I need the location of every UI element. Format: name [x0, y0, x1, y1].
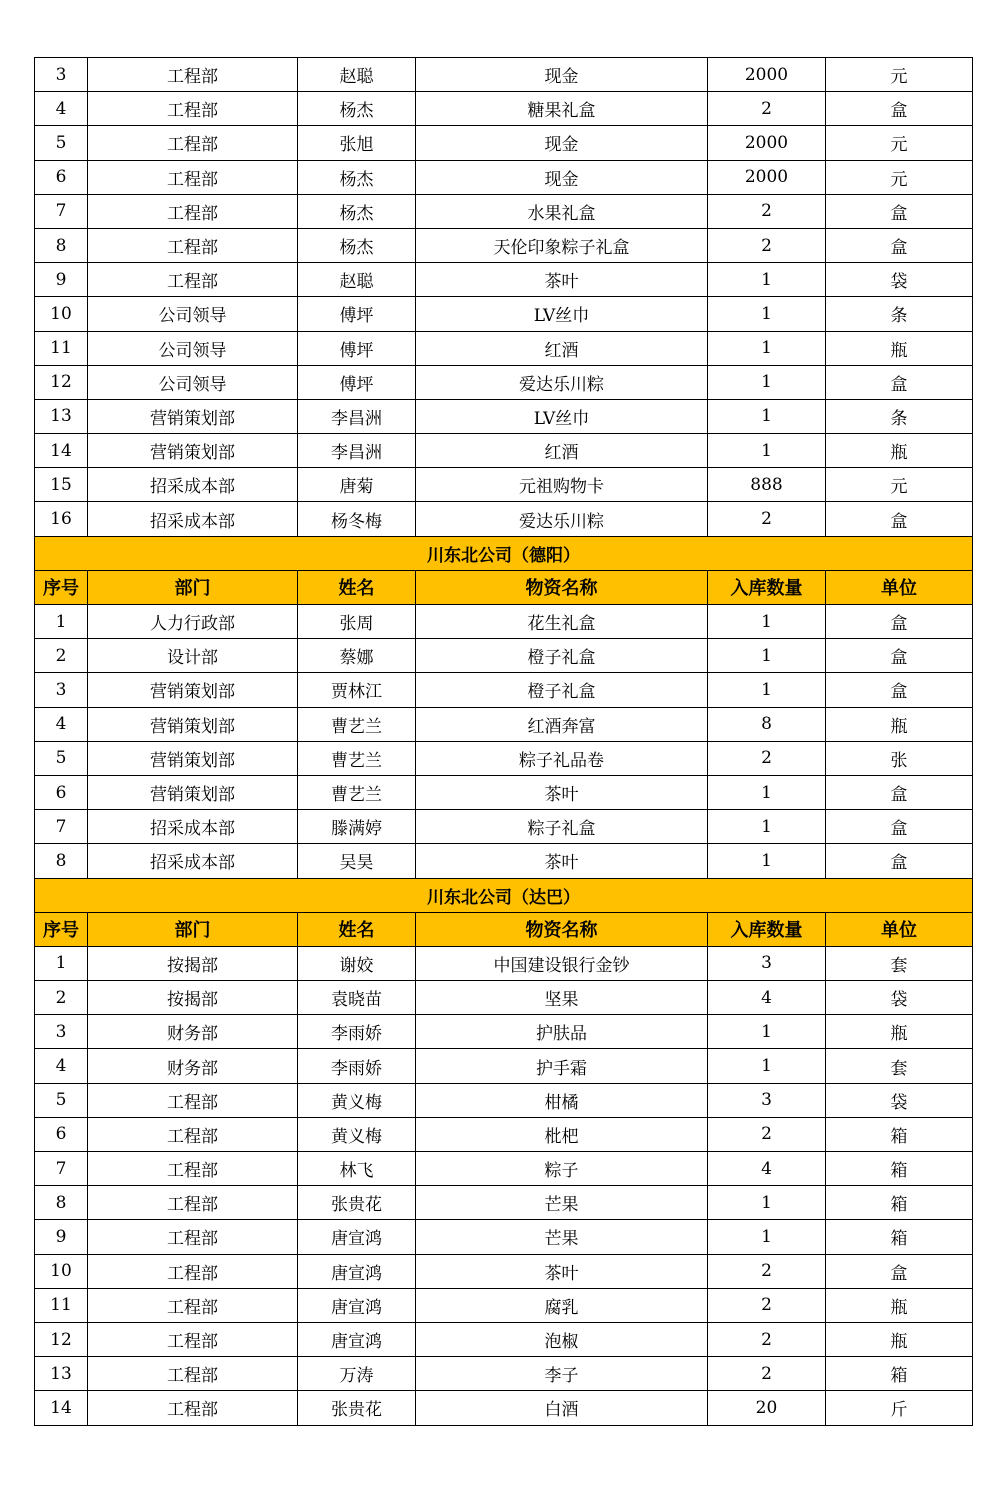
- unit-cell: 箱: [826, 1186, 973, 1220]
- unit-cell: 斤: [826, 1391, 973, 1425]
- table-row: [35, 194, 973, 228]
- serial-cell: 13: [35, 1357, 88, 1391]
- item-name-cell: 粽子礼盒: [416, 810, 708, 844]
- unit-cell: 瓶: [826, 1322, 973, 1356]
- department-cell: 工程部: [88, 263, 298, 297]
- serial-cell: 6: [35, 1117, 88, 1151]
- table-row: [35, 468, 973, 502]
- table-row: [35, 1117, 973, 1151]
- table-row: [35, 92, 973, 126]
- quantity-cell: 2: [708, 92, 826, 126]
- table-row: [35, 1391, 973, 1425]
- unit-cell: 盒: [826, 194, 973, 228]
- name-cell: 曹艺兰: [298, 775, 416, 809]
- unit-cell: 张: [826, 741, 973, 775]
- name-cell: 万涛: [298, 1357, 416, 1391]
- name-cell: 贾林江: [298, 673, 416, 707]
- department-cell: 工程部: [88, 160, 298, 194]
- table-row: [35, 1322, 973, 1356]
- serial-cell: 3: [35, 673, 88, 707]
- item-name-cell: 芒果: [416, 1186, 708, 1220]
- column-header: 入库数量: [708, 912, 826, 946]
- item-name-cell: 茶叶: [416, 1254, 708, 1288]
- item-name-cell: 元祖购物卡: [416, 468, 708, 502]
- quantity-cell: 1: [708, 1186, 826, 1220]
- item-name-cell: 爱达乐川粽: [416, 502, 708, 536]
- table-row: [35, 673, 973, 707]
- table-row: [35, 331, 973, 365]
- table-row: [35, 228, 973, 262]
- name-cell: 谢姣: [298, 946, 416, 980]
- unit-cell: 袋: [826, 981, 973, 1015]
- unit-cell: 套: [826, 946, 973, 980]
- table-row: [35, 981, 973, 1015]
- unit-cell: 盒: [826, 673, 973, 707]
- quantity-cell: 1: [708, 673, 826, 707]
- serial-cell: 14: [35, 434, 88, 468]
- name-cell: 杨杰: [298, 160, 416, 194]
- quantity-cell: 8: [708, 707, 826, 741]
- department-cell: 财务部: [88, 1049, 298, 1083]
- quantity-cell: 1: [708, 639, 826, 673]
- name-cell: 李雨娇: [298, 1049, 416, 1083]
- quantity-cell: 2: [708, 502, 826, 536]
- name-cell: 李雨娇: [298, 1015, 416, 1049]
- serial-cell: 11: [35, 1288, 88, 1322]
- name-cell: 黄义梅: [298, 1083, 416, 1117]
- quantity-cell: 4: [708, 1152, 826, 1186]
- quantity-cell: 2: [708, 1322, 826, 1356]
- name-cell: 黄义梅: [298, 1117, 416, 1151]
- department-cell: 营销策划部: [88, 673, 298, 707]
- table-row: [35, 365, 973, 399]
- column-header: 部门: [88, 912, 298, 946]
- quantity-cell: 1: [708, 844, 826, 878]
- quantity-cell: 1: [708, 605, 826, 639]
- unit-cell: 瓶: [826, 331, 973, 365]
- name-cell: 曹艺兰: [298, 707, 416, 741]
- serial-cell: 11: [35, 331, 88, 365]
- serial-cell: 3: [35, 58, 88, 92]
- unit-cell: 盒: [826, 92, 973, 126]
- department-cell: 招采成本部: [88, 810, 298, 844]
- table-row: [35, 126, 973, 160]
- unit-cell: 箱: [826, 1152, 973, 1186]
- department-cell: 公司领导: [88, 297, 298, 331]
- serial-cell: 14: [35, 1391, 88, 1425]
- name-cell: 蔡娜: [298, 639, 416, 673]
- name-cell: 李昌洲: [298, 434, 416, 468]
- department-cell: 营销策划部: [88, 775, 298, 809]
- department-cell: 工程部: [88, 92, 298, 126]
- item-name-cell: 坚果: [416, 981, 708, 1015]
- department-cell: 公司领导: [88, 365, 298, 399]
- column-header: 序号: [35, 912, 88, 946]
- department-cell: 财务部: [88, 1015, 298, 1049]
- item-name-cell: 糖果礼盒: [416, 92, 708, 126]
- name-cell: 唐宣鸿: [298, 1220, 416, 1254]
- name-cell: 滕满婷: [298, 810, 416, 844]
- unit-cell: 瓶: [826, 1288, 973, 1322]
- table-row: [35, 1220, 973, 1254]
- unit-cell: 盒: [826, 775, 973, 809]
- table-row: [35, 639, 973, 673]
- table-row: [35, 1083, 973, 1117]
- quantity-cell: 1: [708, 810, 826, 844]
- serial-cell: 5: [35, 126, 88, 160]
- department-cell: 工程部: [88, 1391, 298, 1425]
- quantity-cell: 1: [708, 1015, 826, 1049]
- department-cell: 招采成本部: [88, 468, 298, 502]
- name-cell: 唐宣鸿: [298, 1288, 416, 1322]
- section-title: 川东北公司（德阳）: [35, 536, 973, 570]
- table-row: [35, 1254, 973, 1288]
- department-cell: 营销策划部: [88, 399, 298, 433]
- table-row: [35, 1152, 973, 1186]
- item-name-cell: 橙子礼盒: [416, 639, 708, 673]
- department-cell: 工程部: [88, 1117, 298, 1151]
- department-cell: 营销策划部: [88, 434, 298, 468]
- table-row: [35, 502, 973, 536]
- department-cell: 工程部: [88, 1288, 298, 1322]
- department-cell: 按揭部: [88, 946, 298, 980]
- department-cell: 工程部: [88, 1186, 298, 1220]
- column-header: 物资名称: [416, 570, 708, 604]
- serial-cell: 16: [35, 502, 88, 536]
- item-name-cell: 橙子礼盒: [416, 673, 708, 707]
- department-cell: 设计部: [88, 639, 298, 673]
- department-cell: 营销策划部: [88, 707, 298, 741]
- unit-cell: 条: [826, 297, 973, 331]
- table-row: [35, 1049, 973, 1083]
- name-cell: 赵聪: [298, 263, 416, 297]
- unit-cell: 盒: [826, 228, 973, 262]
- table-row: [35, 263, 973, 297]
- department-cell: 工程部: [88, 1220, 298, 1254]
- quantity-cell: 2: [708, 741, 826, 775]
- item-name-cell: 泡椒: [416, 1322, 708, 1356]
- department-cell: 工程部: [88, 1152, 298, 1186]
- unit-cell: 瓶: [826, 707, 973, 741]
- unit-cell: 盒: [826, 365, 973, 399]
- table-row: [35, 1288, 973, 1322]
- item-name-cell: 红酒: [416, 331, 708, 365]
- unit-cell: 盒: [826, 810, 973, 844]
- serial-cell: 3: [35, 1015, 88, 1049]
- serial-cell: 6: [35, 160, 88, 194]
- item-name-cell: 腐乳: [416, 1288, 708, 1322]
- serial-cell: 10: [35, 1254, 88, 1288]
- department-cell: 工程部: [88, 1357, 298, 1391]
- table-row: [35, 810, 973, 844]
- unit-cell: 盒: [826, 639, 973, 673]
- serial-cell: 7: [35, 194, 88, 228]
- item-name-cell: 现金: [416, 58, 708, 92]
- item-name-cell: 李子: [416, 1357, 708, 1391]
- name-cell: 张贵花: [298, 1186, 416, 1220]
- serial-cell: 4: [35, 1049, 88, 1083]
- serial-cell: 9: [35, 1220, 88, 1254]
- quantity-cell: 2000: [708, 58, 826, 92]
- quantity-cell: 2: [708, 228, 826, 262]
- quantity-cell: 1: [708, 263, 826, 297]
- serial-cell: 4: [35, 707, 88, 741]
- item-name-cell: 茶叶: [416, 844, 708, 878]
- item-name-cell: 茶叶: [416, 775, 708, 809]
- department-cell: 按揭部: [88, 981, 298, 1015]
- name-cell: 傅坪: [298, 365, 416, 399]
- column-header: 姓名: [298, 912, 416, 946]
- quantity-cell: 1: [708, 434, 826, 468]
- item-name-cell: 枇杷: [416, 1117, 708, 1151]
- unit-cell: 元: [826, 126, 973, 160]
- item-name-cell: 芒果: [416, 1220, 708, 1254]
- quantity-cell: 2: [708, 1357, 826, 1391]
- section-title: 川东北公司（达巴）: [35, 878, 973, 912]
- unit-cell: 瓶: [826, 1015, 973, 1049]
- name-cell: 赵聪: [298, 58, 416, 92]
- name-cell: 杨杰: [298, 228, 416, 262]
- serial-cell: 10: [35, 297, 88, 331]
- unit-cell: 箱: [826, 1220, 973, 1254]
- unit-cell: 袋: [826, 263, 973, 297]
- column-header: 单位: [826, 570, 973, 604]
- table-row: [35, 741, 973, 775]
- name-cell: 张周: [298, 605, 416, 639]
- department-cell: 招采成本部: [88, 502, 298, 536]
- item-name-cell: 现金: [416, 126, 708, 160]
- quantity-cell: 1: [708, 331, 826, 365]
- item-name-cell: 粽子礼品卷: [416, 741, 708, 775]
- serial-cell: 5: [35, 741, 88, 775]
- name-cell: 吴昊: [298, 844, 416, 878]
- name-cell: 杨杰: [298, 92, 416, 126]
- item-name-cell: 茶叶: [416, 263, 708, 297]
- quantity-cell: 1: [708, 365, 826, 399]
- name-cell: 袁晓苗: [298, 981, 416, 1015]
- name-cell: 傅坪: [298, 331, 416, 365]
- quantity-cell: 1: [708, 1220, 826, 1254]
- table-row: [35, 58, 973, 92]
- serial-cell: 7: [35, 1152, 88, 1186]
- unit-cell: 盒: [826, 502, 973, 536]
- unit-cell: 袋: [826, 1083, 973, 1117]
- serial-cell: 2: [35, 639, 88, 673]
- unit-cell: 盒: [826, 605, 973, 639]
- unit-cell: 套: [826, 1049, 973, 1083]
- table-row: [35, 707, 973, 741]
- department-cell: 工程部: [88, 1254, 298, 1288]
- quantity-cell: 3: [708, 946, 826, 980]
- quantity-cell: 2: [708, 1117, 826, 1151]
- department-cell: 人力行政部: [88, 605, 298, 639]
- department-cell: 招采成本部: [88, 844, 298, 878]
- column-header: 序号: [35, 570, 88, 604]
- unit-cell: 盒: [826, 844, 973, 878]
- item-name-cell: 柑橘: [416, 1083, 708, 1117]
- table-row: [35, 399, 973, 433]
- table-row: [35, 946, 973, 980]
- item-name-cell: 爱达乐川粽: [416, 365, 708, 399]
- column-header: 单位: [826, 912, 973, 946]
- item-name-cell: LV丝巾: [416, 297, 708, 331]
- table-row: [35, 775, 973, 809]
- unit-cell: 元: [826, 58, 973, 92]
- item-name-cell: 粽子: [416, 1152, 708, 1186]
- name-cell: 杨冬梅: [298, 502, 416, 536]
- item-name-cell: 白酒: [416, 1391, 708, 1425]
- item-name-cell: 水果礼盒: [416, 194, 708, 228]
- item-name-cell: 护手霜: [416, 1049, 708, 1083]
- name-cell: 唐菊: [298, 468, 416, 502]
- department-cell: 工程部: [88, 126, 298, 160]
- department-cell: 工程部: [88, 1322, 298, 1356]
- table-row: [35, 844, 973, 878]
- table-row: [35, 160, 973, 194]
- name-cell: 曹艺兰: [298, 741, 416, 775]
- quantity-cell: 4: [708, 981, 826, 1015]
- serial-cell: 1: [35, 946, 88, 980]
- serial-cell: 6: [35, 775, 88, 809]
- quantity-cell: 1: [708, 1049, 826, 1083]
- name-cell: 林飞: [298, 1152, 416, 1186]
- table-row: [35, 1357, 973, 1391]
- column-header-row: [35, 570, 973, 604]
- quantity-cell: 2000: [708, 126, 826, 160]
- table-row: [35, 297, 973, 331]
- department-cell: 公司领导: [88, 331, 298, 365]
- column-header: 部门: [88, 570, 298, 604]
- column-header: 姓名: [298, 570, 416, 604]
- item-name-cell: 红酒: [416, 434, 708, 468]
- unit-cell: 盒: [826, 1254, 973, 1288]
- section-title-row: [35, 878, 973, 912]
- serial-cell: 8: [35, 844, 88, 878]
- quantity-cell: 2: [708, 1288, 826, 1322]
- unit-cell: 条: [826, 399, 973, 433]
- item-name-cell: 天伦印象粽子礼盒: [416, 228, 708, 262]
- quantity-cell: 1: [708, 297, 826, 331]
- inventory-table: [34, 57, 973, 1426]
- serial-cell: 4: [35, 92, 88, 126]
- department-cell: 营销策划部: [88, 741, 298, 775]
- quantity-cell: 2: [708, 1254, 826, 1288]
- item-name-cell: 中国建设银行金钞: [416, 946, 708, 980]
- unit-cell: 元: [826, 468, 973, 502]
- section-title-row: [35, 536, 973, 570]
- name-cell: 唐宣鸿: [298, 1254, 416, 1288]
- serial-cell: 9: [35, 263, 88, 297]
- item-name-cell: LV丝巾: [416, 399, 708, 433]
- quantity-cell: 888: [708, 468, 826, 502]
- quantity-cell: 1: [708, 399, 826, 433]
- item-name-cell: 现金: [416, 160, 708, 194]
- name-cell: 张贵花: [298, 1391, 416, 1425]
- serial-cell: 2: [35, 981, 88, 1015]
- serial-cell: 15: [35, 468, 88, 502]
- quantity-cell: 1: [708, 775, 826, 809]
- item-name-cell: 红酒奔富: [416, 707, 708, 741]
- table-row: [35, 1015, 973, 1049]
- name-cell: 李昌洲: [298, 399, 416, 433]
- name-cell: 唐宣鸿: [298, 1322, 416, 1356]
- item-name-cell: 护肤品: [416, 1015, 708, 1049]
- name-cell: 张旭: [298, 126, 416, 160]
- department-cell: 工程部: [88, 1083, 298, 1117]
- name-cell: 杨杰: [298, 194, 416, 228]
- serial-cell: 8: [35, 228, 88, 262]
- quantity-cell: 2000: [708, 160, 826, 194]
- serial-cell: 1: [35, 605, 88, 639]
- department-cell: 工程部: [88, 228, 298, 262]
- unit-cell: 箱: [826, 1357, 973, 1391]
- serial-cell: 5: [35, 1083, 88, 1117]
- department-cell: 工程部: [88, 58, 298, 92]
- unit-cell: 瓶: [826, 434, 973, 468]
- quantity-cell: 20: [708, 1391, 826, 1425]
- table-row: [35, 434, 973, 468]
- column-header-row: [35, 912, 973, 946]
- serial-cell: 12: [35, 1322, 88, 1356]
- table-row: [35, 1186, 973, 1220]
- table-row: [35, 605, 973, 639]
- serial-cell: 8: [35, 1186, 88, 1220]
- column-header: 物资名称: [416, 912, 708, 946]
- department-cell: 工程部: [88, 194, 298, 228]
- column-header: 入库数量: [708, 570, 826, 604]
- quantity-cell: 2: [708, 194, 826, 228]
- serial-cell: 12: [35, 365, 88, 399]
- serial-cell: 13: [35, 399, 88, 433]
- serial-cell: 7: [35, 810, 88, 844]
- quantity-cell: 3: [708, 1083, 826, 1117]
- table-body: [35, 58, 973, 1426]
- unit-cell: 元: [826, 160, 973, 194]
- name-cell: 傅坪: [298, 297, 416, 331]
- unit-cell: 箱: [826, 1117, 973, 1151]
- item-name-cell: 花生礼盒: [416, 605, 708, 639]
